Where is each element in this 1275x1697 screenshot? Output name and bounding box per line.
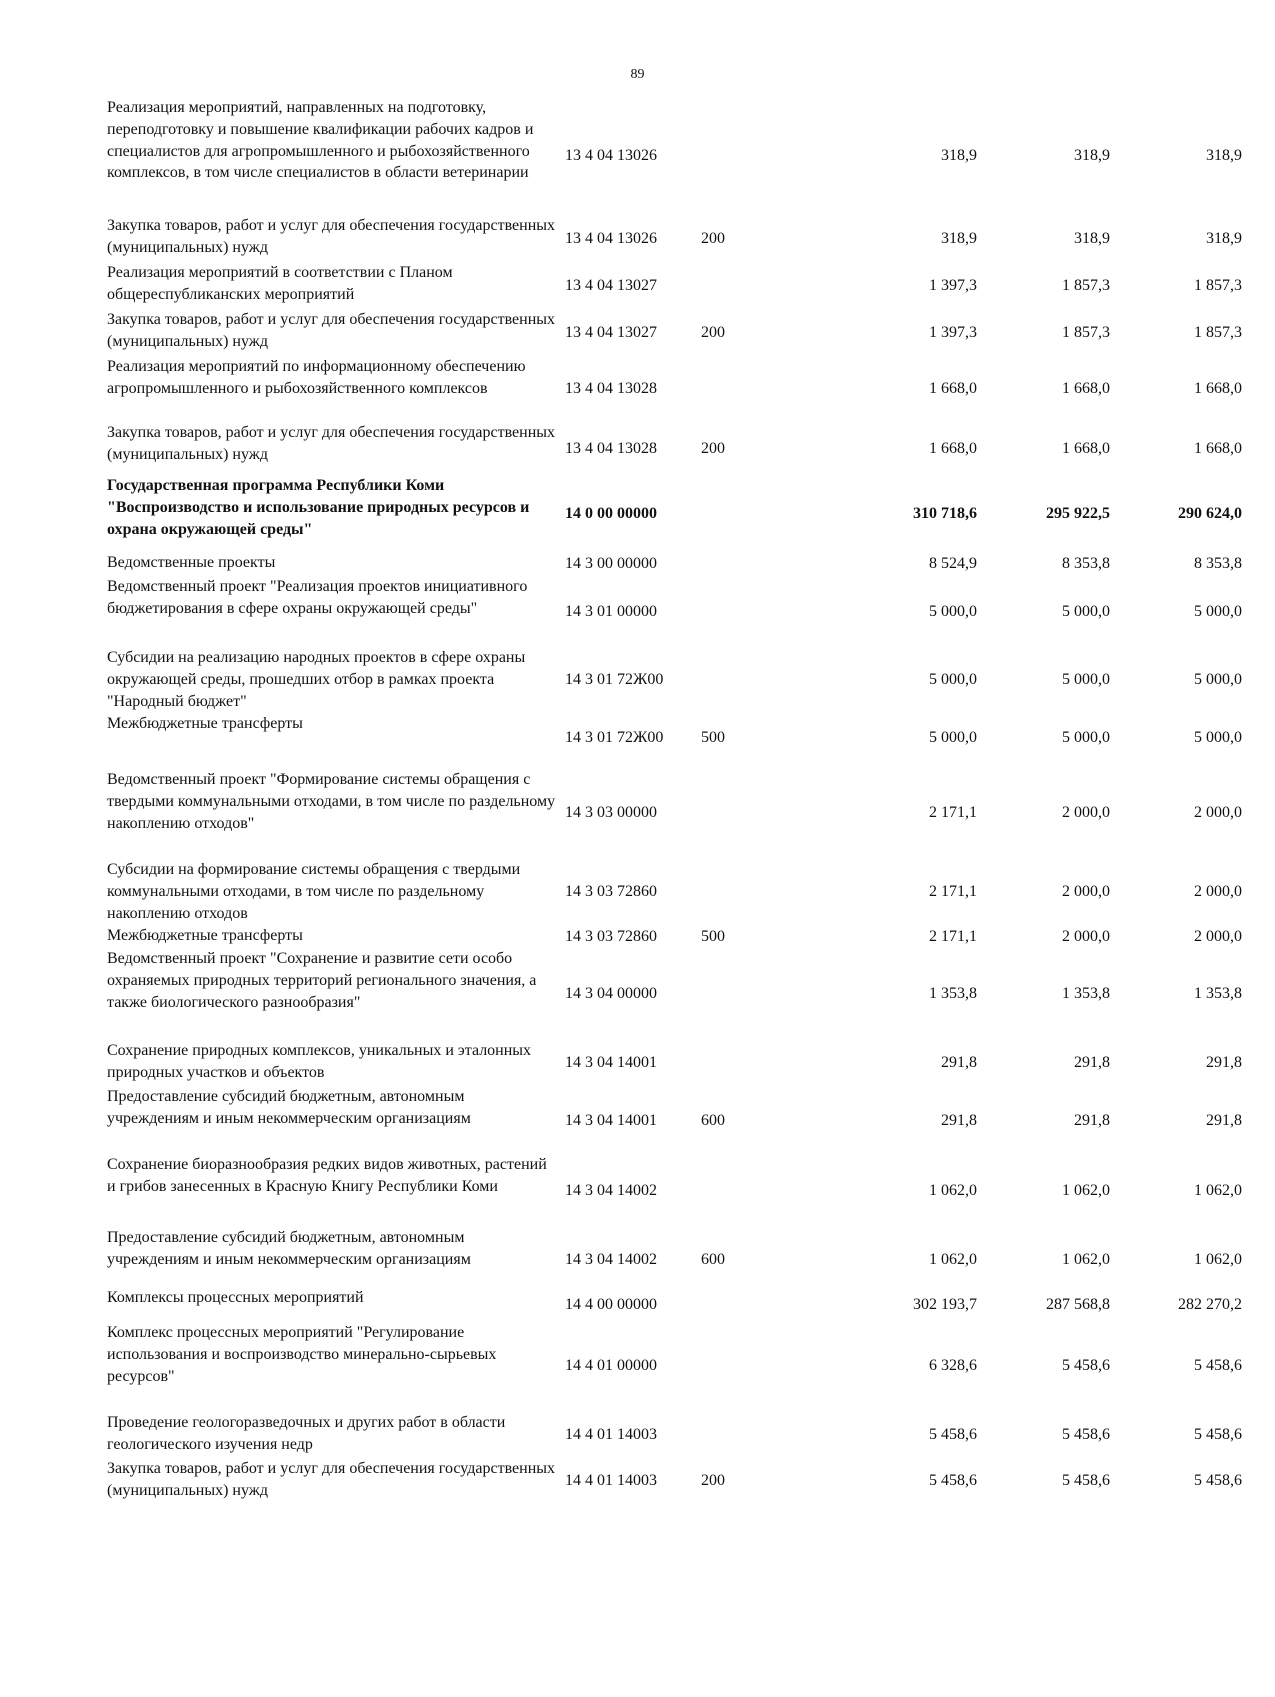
row-name: Сохранение природных комплексов, уникальных и эталонных природных участков и объектов [107, 1042, 532, 1081]
amount-2: 5 000,0 [1062, 602, 1110, 620]
row-name: Закупка товаров, работ и услуг для обеспечения государственных (муниципальных) нужд [107, 1460, 556, 1499]
amount-1: 1 397,3 [929, 276, 977, 294]
page-number: 89 [630, 67, 645, 82]
target-code: 13 4 04 13027 [565, 323, 657, 341]
row-name: Межбюджетные трансферты [107, 927, 303, 944]
table-row [107, 422, 1242, 475]
amount-2: 1 353,8 [1062, 985, 1110, 1003]
target-code: 14 4 01 14003 [565, 1472, 657, 1490]
amount-2: 291,8 [1074, 1112, 1110, 1129]
expense-type: 600 [701, 1112, 725, 1129]
row-name: Реализация мероприятий, направленных на подготовку, переподготовку и повышение квалификации рабочих кадров и специалистов для агропромышленного и рыбохозяйственного комплексов, в том числе специалистов в области ветеринарии [107, 99, 534, 182]
amount-1: 5 000,0 [929, 602, 977, 620]
amount-1: 310 718,6 [913, 504, 977, 522]
amount-1: 1 397,3 [929, 323, 977, 341]
amount-3: 1 857,3 [1194, 276, 1242, 294]
target-code: 14 3 03 72860 [565, 883, 657, 901]
table-row [107, 1287, 1242, 1322]
table-row [107, 576, 1242, 647]
amount-3: 291,8 [1206, 1054, 1242, 1072]
expense-type: 200 [701, 439, 725, 457]
row-name: Субсидии на формирование системы обращения с твердыми коммунальными отходами, в том числе по раздельному накоплению отходов [107, 861, 521, 922]
amount-2: 1 857,3 [1062, 276, 1110, 294]
target-code: 14 3 00 00000 [565, 555, 657, 573]
amount-3: 5 000,0 [1194, 671, 1242, 689]
amount-2: 1 668,0 [1062, 380, 1110, 398]
row-name: Реализация мероприятий по информационному обеспечению агропромышленного и рыбохозяйственного комплексов [107, 358, 526, 397]
target-code: 14 3 04 14002 [565, 1251, 657, 1268]
amount-2: 5 000,0 [1062, 671, 1110, 689]
amount-3: 1 062,0 [1194, 1251, 1242, 1268]
row-name: Закупка товаров, работ и услуг для обеспечения государственных (муниципальных) нужд [107, 311, 556, 350]
target-code: 14 0 00 00000 [565, 504, 657, 522]
amount-1: 2 171,1 [929, 804, 977, 821]
expense-type: 200 [701, 1472, 725, 1490]
amount-3: 318,9 [1206, 147, 1242, 165]
amount-3: 1 668,0 [1194, 439, 1242, 457]
table-row [107, 356, 1242, 422]
row-name: Комплекс процессных мероприятий "Регулирование использования и воспроизводство минерально-сырьевых ресурсов" [107, 1324, 497, 1385]
amount-2: 5 458,6 [1062, 1472, 1110, 1490]
amount-2: 1 857,3 [1062, 323, 1110, 341]
table-row [107, 262, 1242, 309]
amount-1: 318,9 [941, 147, 977, 165]
row-name: Предоставление субсидий бюджетным, автономным учреждениям и иным некоммерческим организациям [107, 1088, 471, 1127]
budget-table [107, 97, 1242, 1504]
expense-type: 500 [701, 927, 725, 945]
target-code: 14 3 01 72Ж00 [565, 729, 664, 746]
amount-2: 318,9 [1074, 147, 1110, 165]
table-row [107, 1040, 1242, 1086]
row-name: Ведомственные проекты [107, 554, 276, 571]
amount-1: 1 062,0 [929, 1181, 977, 1199]
table-row [107, 948, 1242, 1040]
target-code: 14 3 04 14002 [565, 1181, 657, 1199]
amount-3: 8 353,8 [1194, 555, 1242, 573]
amount-3: 5 458,6 [1194, 1426, 1242, 1444]
target-code: 14 3 04 14001 [565, 1112, 657, 1129]
amount-2: 5 458,6 [1062, 1357, 1110, 1374]
row-name: Предоставление субсидий бюджетным, автономным учреждениям и иным некоммерческим организациям [107, 1229, 471, 1268]
amount-2: 2 000,0 [1062, 804, 1110, 821]
amount-2: 5 458,6 [1062, 1426, 1110, 1444]
amount-2: 291,8 [1074, 1054, 1110, 1072]
amount-3: 1 857,3 [1194, 323, 1242, 341]
amount-2: 5 000,0 [1062, 729, 1110, 746]
table-row [107, 769, 1242, 859]
amount-1: 1 668,0 [929, 380, 977, 398]
table-row [107, 552, 1242, 576]
row-name: Ведомственный проект "Формирование системы обращения с твердыми коммунальными отходами, в том числе по раздельному накоплению отходов" [107, 771, 556, 832]
amount-1: 1 353,8 [929, 985, 977, 1003]
table-row [107, 925, 1242, 948]
amount-3: 291,8 [1206, 1112, 1242, 1129]
table-row [107, 1322, 1242, 1412]
target-code: 14 3 04 00000 [565, 985, 657, 1003]
amount-3: 318,9 [1206, 229, 1242, 247]
amount-3: 5 458,6 [1194, 1472, 1242, 1490]
expense-type: 200 [701, 229, 725, 247]
table-row [107, 309, 1242, 356]
row-name: Ведомственный проект "Реализация проектов инициативного бюджетирования в сфере охраны окружающей среды" [107, 578, 528, 617]
target-code: 13 4 04 13028 [565, 439, 657, 457]
expense-type: 200 [701, 323, 725, 341]
amount-1: 2 171,1 [929, 927, 977, 945]
amount-2: 1 668,0 [1062, 439, 1110, 457]
amount-3: 1 668,0 [1194, 380, 1242, 398]
amount-3: 290 624,0 [1178, 504, 1242, 522]
target-code: 14 4 01 00000 [565, 1357, 657, 1374]
target-code: 13 4 04 13026 [565, 229, 657, 247]
target-code: 14 4 00 00000 [565, 1295, 657, 1313]
table-row [107, 859, 1242, 925]
amount-3: 1 353,8 [1194, 985, 1242, 1003]
amount-2: 1 062,0 [1062, 1181, 1110, 1199]
target-code: 14 3 01 72Ж00 [565, 671, 664, 689]
table-row [107, 1412, 1242, 1458]
amount-3: 2 000,0 [1194, 883, 1242, 901]
table-row [107, 1154, 1242, 1227]
table-row [107, 713, 1242, 769]
amount-1: 5 458,6 [929, 1472, 977, 1490]
amount-1: 291,8 [941, 1112, 977, 1129]
table-row [107, 1227, 1242, 1287]
amount-3: 282 270,2 [1178, 1295, 1242, 1313]
amount-3: 2 000,0 [1194, 927, 1242, 945]
row-name: Межбюджетные трансферты [107, 715, 303, 732]
target-code: 13 4 04 13027 [565, 276, 657, 294]
amount-1: 291,8 [941, 1054, 977, 1072]
row-name: Закупка товаров, работ и услуг для обеспечения государственных (муниципальных) нужд [107, 424, 556, 463]
amount-1: 5 000,0 [929, 671, 977, 689]
table-row [107, 215, 1242, 262]
expense-type: 600 [701, 1251, 725, 1268]
amount-2: 318,9 [1074, 229, 1110, 247]
amount-2: 8 353,8 [1062, 555, 1110, 573]
amount-1: 1 062,0 [929, 1251, 977, 1268]
amount-1: 318,9 [941, 229, 977, 247]
amount-3: 5 000,0 [1194, 602, 1242, 620]
amount-1: 5 458,6 [929, 1426, 977, 1444]
amount-1: 8 524,9 [929, 555, 977, 573]
expense-type: 500 [701, 729, 725, 746]
row-name: Проведение геологоразведочных и других работ в области геологического изучения недр [107, 1414, 506, 1453]
target-code: 14 4 01 14003 [565, 1426, 657, 1444]
amount-3: 1 062,0 [1194, 1181, 1242, 1199]
amount-1: 1 668,0 [929, 439, 977, 457]
target-code: 14 3 04 14001 [565, 1054, 657, 1072]
row-name: Сохранение биоразнообразия редких видов животных, растений и грибов занесенных в Красную Книгу Республики Коми [107, 1156, 547, 1195]
target-code: 13 4 04 13028 [565, 380, 657, 398]
amount-3: 2 000,0 [1194, 804, 1242, 821]
table-row [107, 97, 1242, 215]
amount-3: 5 458,6 [1194, 1357, 1242, 1374]
row-name: Закупка товаров, работ и услуг для обеспечения государственных (муниципальных) нужд [107, 217, 556, 256]
table-row [107, 1458, 1242, 1504]
amount-1: 5 000,0 [929, 729, 977, 746]
row-name: Комплексы процессных мероприятий [107, 1289, 364, 1306]
table-row [107, 475, 1242, 552]
amount-1: 2 171,1 [929, 883, 977, 901]
row-name: Ведомственный проект "Сохранение и развитие сети особо охраняемых природных территорий регионального значения, а также биологического разнообразия" [107, 950, 537, 1011]
target-code: 14 3 03 00000 [565, 804, 657, 821]
target-code: 14 3 01 00000 [565, 602, 657, 620]
target-code: 13 4 04 13026 [565, 147, 657, 165]
amount-2: 1 062,0 [1062, 1251, 1110, 1268]
amount-2: 2 000,0 [1062, 883, 1110, 901]
amount-2: 295 922,5 [1046, 504, 1110, 522]
row-name: Субсидии на реализацию народных проектов в сфере охраны окружающей среды, прошедших отбор в рамках проекта "Народный бюджет" [107, 649, 526, 710]
amount-2: 2 000,0 [1062, 927, 1110, 945]
row-name: Государственная программа Республики Коми "Воспроизводство и использование природных ресурсов и охрана окружающей среды" [107, 477, 530, 538]
amount-3: 5 000,0 [1194, 729, 1242, 746]
row-name: Реализация мероприятий в соответствии с Планом общереспубликанских мероприятий [107, 264, 453, 303]
table-row [107, 1086, 1242, 1154]
amount-1: 6 328,6 [929, 1357, 977, 1374]
amount-2: 287 568,8 [1046, 1295, 1110, 1313]
table-row [107, 647, 1242, 713]
target-code: 14 3 03 72860 [565, 927, 657, 945]
amount-1: 302 193,7 [913, 1295, 977, 1313]
